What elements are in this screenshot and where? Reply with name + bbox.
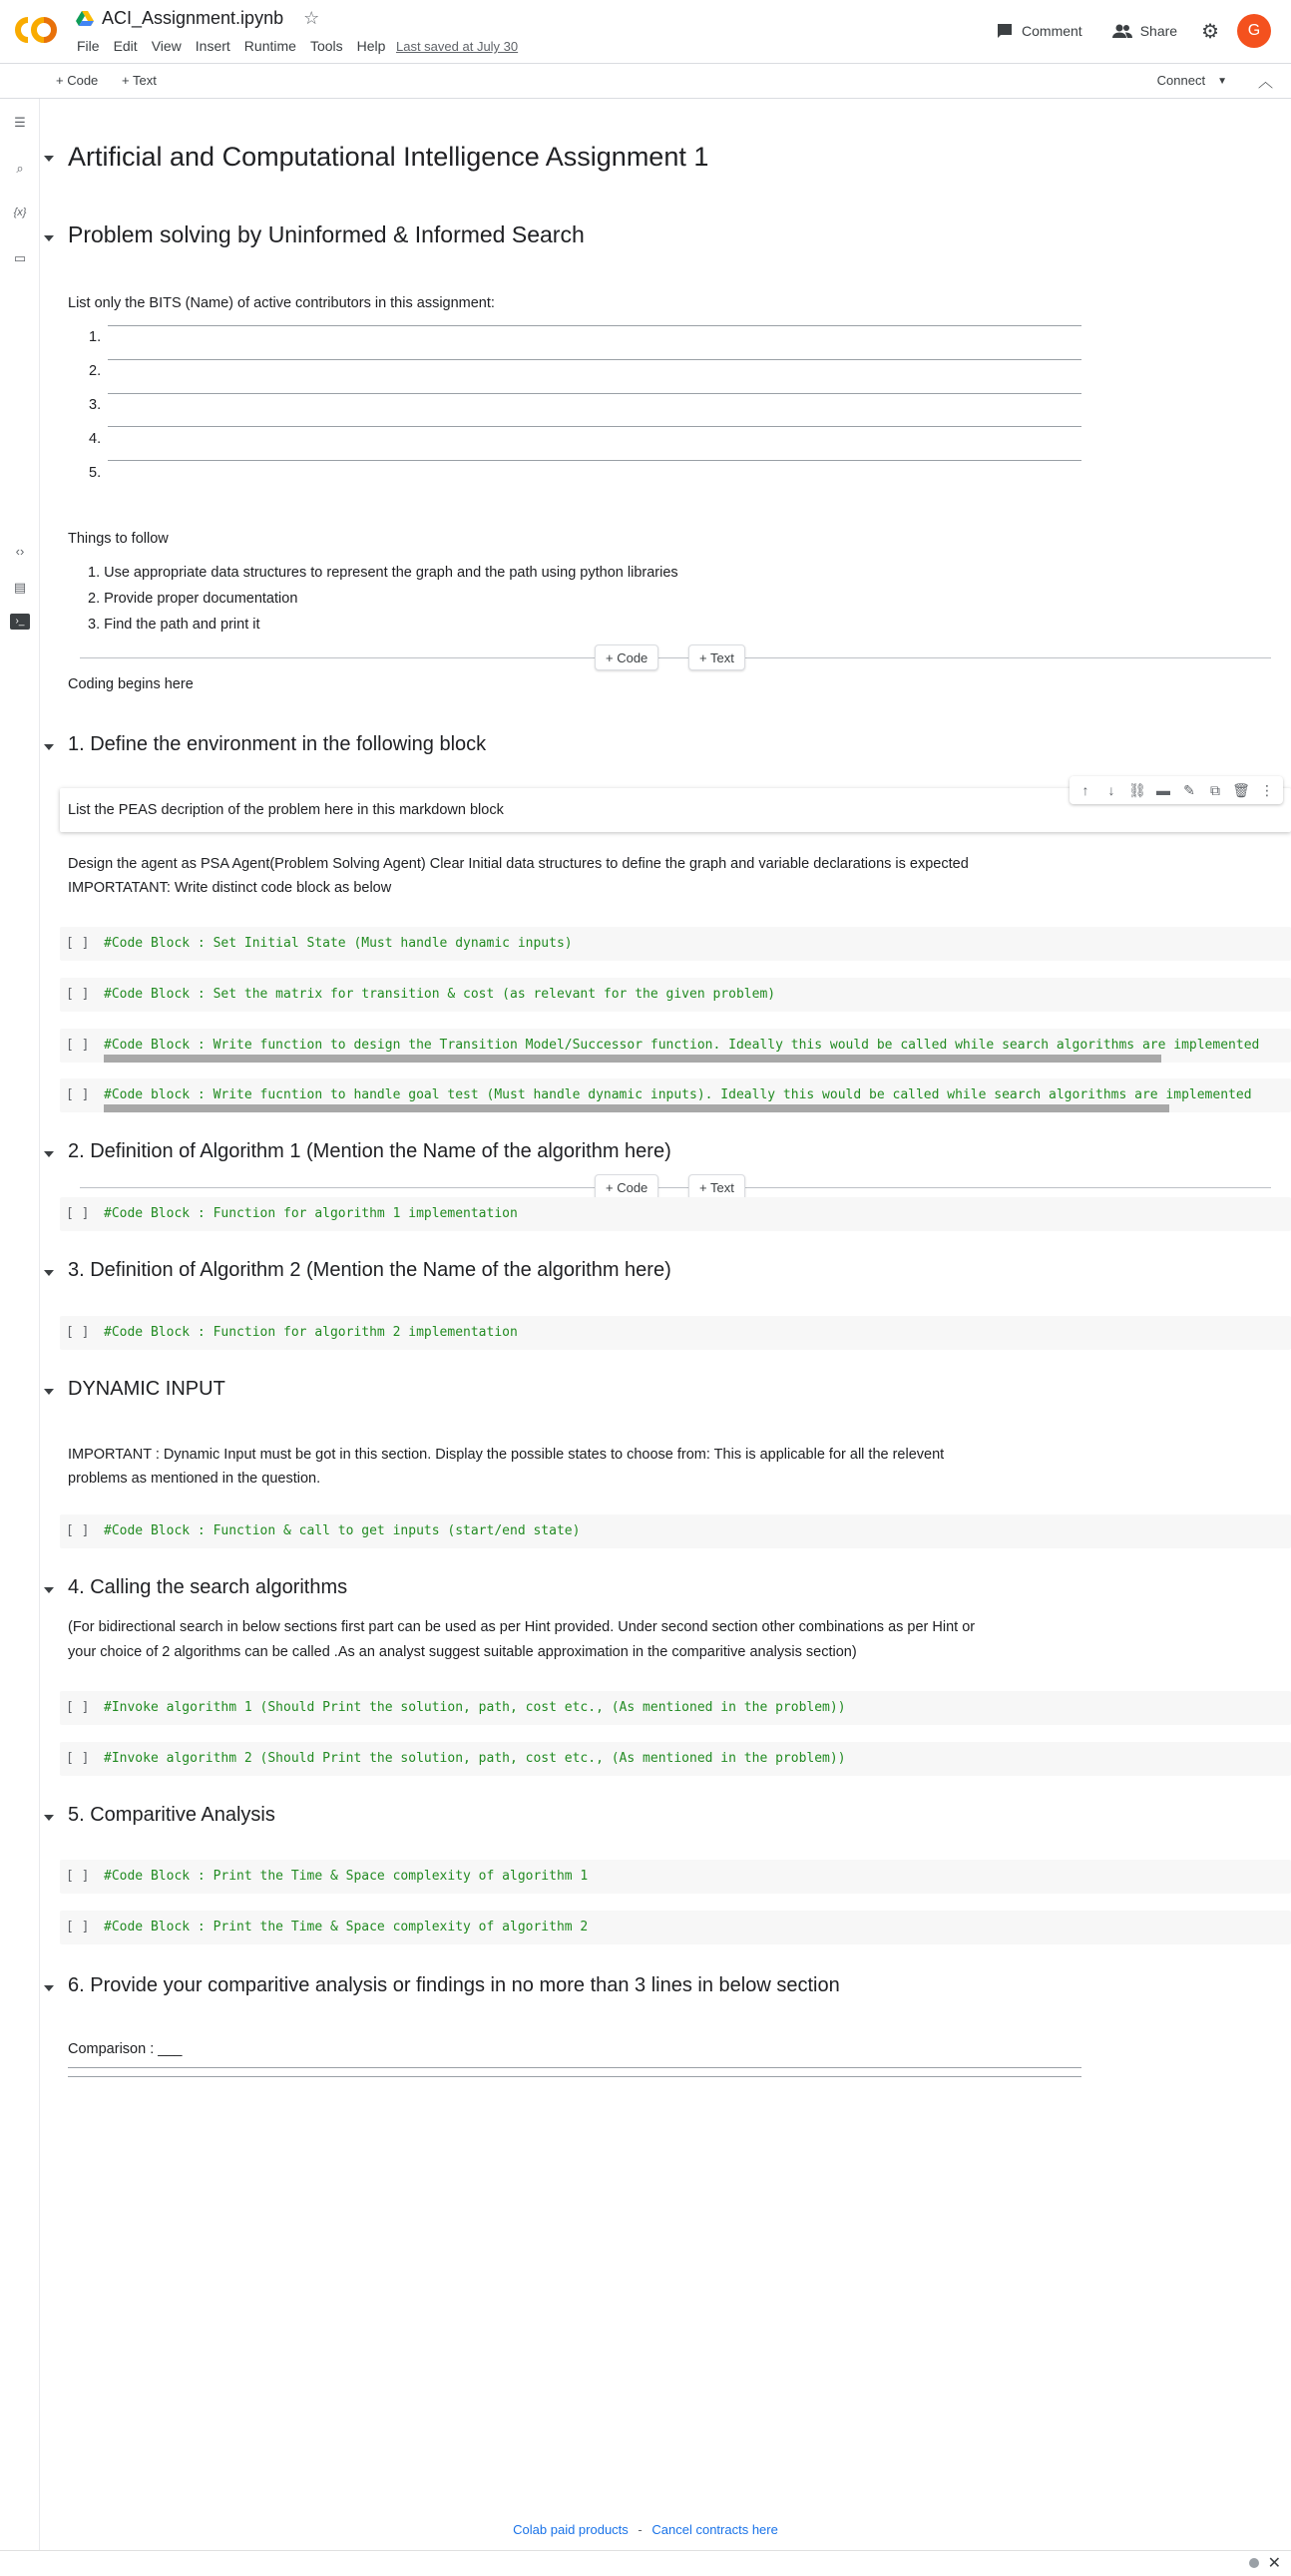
run-cell-button[interactable]: [ ] [66, 1751, 90, 1766]
notebook-body [40, 100, 1291, 2534]
important-text: IMPORTATANT: Write distinct code block as below [68, 880, 392, 896]
run-cell-button[interactable]: [ ] [66, 1206, 90, 1221]
notebook-toolbar [0, 65, 1291, 99]
variables-icon[interactable]: {x} [13, 207, 27, 218]
comment-button[interactable] [990, 16, 1088, 46]
code-text[interactable]: #Code Block : Set the matrix for transition & cost (as relevant for the given problem) [104, 987, 776, 1002]
section-heading: Problem solving by Uninformed & Informed Search [68, 221, 585, 247]
delete-icon[interactable]: 🗑 [1232, 781, 1250, 798]
contributor-number: 3. [89, 397, 102, 413]
run-cell-button[interactable]: [ ] [66, 1087, 90, 1102]
comment-icon [996, 22, 1014, 40]
run-cell-button[interactable]: [ ] [66, 987, 90, 1002]
menu-edit[interactable]: Edit [113, 38, 138, 54]
add-cell-divider [80, 1187, 1271, 1188]
add-cell-divider [80, 657, 1271, 658]
section-description: your choice of 2 algorithms can be called .As an analyst suggest suitable approximation in the comparitive analysis section) [68, 1644, 857, 1660]
folder-icon[interactable]: ▭ [13, 250, 27, 265]
horizontal-scrollbar[interactable] [104, 1104, 1169, 1112]
selected-markdown-cell[interactable] [60, 781, 1291, 832]
collapse-section-icon[interactable] [44, 1151, 54, 1157]
run-cell-button[interactable]: [ ] [66, 1869, 90, 1884]
status-bar [0, 2550, 1291, 2576]
peas-text: List the PEAS decription of the problem here in this markdown block [68, 802, 504, 818]
add-code-button[interactable]: + Code [56, 73, 99, 88]
star-icon[interactable]: ☆ [303, 8, 320, 28]
section-heading: 6. Provide your comparitive analysis or findings in no more than 3 lines in below section [68, 1974, 840, 1996]
code-cell[interactable] [60, 1742, 1291, 1776]
code-cell[interactable] [60, 1197, 1291, 1231]
last-saved-link[interactable]: Last saved at July 30 [396, 39, 519, 54]
collapse-section-icon[interactable] [44, 156, 54, 162]
code-cell[interactable] [60, 1029, 1291, 1063]
divider [68, 2067, 1081, 2068]
collapse-section-icon[interactable] [44, 744, 54, 750]
menu-tools[interactable]: Tools [309, 38, 343, 54]
link-icon[interactable]: ⛓ [1128, 781, 1146, 798]
people-icon [1112, 23, 1132, 39]
contributor-number: 1. [89, 329, 102, 345]
collapse-section-icon[interactable] [44, 1985, 54, 1991]
section-heading: 5. Comparitive Analysis [68, 1804, 275, 1826]
dynamic-input-text: IMPORTANT : Dynamic Input must be got in this section. Display the possible states to choose from: This is applicable for all the relevent [68, 1447, 945, 1463]
code-text[interactable]: #Code Block : Write function to design the Transition Model/Successor function. Ideally this would be called while search algorithms are implemented [104, 1038, 1260, 1053]
code-cell[interactable] [60, 978, 1291, 1012]
comment-icon[interactable]: ▬ [1156, 782, 1170, 798]
cell-toolbar [1070, 776, 1283, 804]
connect-button[interactable] [1157, 73, 1227, 91]
list-item: 1. Use appropriate data structures to represent the graph and the path using python libraries [88, 565, 678, 581]
horizontal-scrollbar[interactable] [104, 1055, 1161, 1063]
code-cell[interactable] [60, 927, 1291, 961]
command-palette-icon[interactable]: ▤ [13, 580, 27, 595]
cancel-contracts-link[interactable]: Cancel contracts here [651, 2522, 778, 2537]
table-of-contents-icon[interactable]: ☰ [14, 115, 26, 130]
things-title: Things to follow [68, 531, 169, 547]
design-text: Design the agent as PSA Agent(Problem Solving Agent) Clear Initial data structures to define the graph and variable declarations is expected [68, 856, 969, 872]
collapse-section-icon[interactable] [44, 235, 54, 241]
divider [108, 325, 1081, 326]
add-text-button[interactable]: + Text [122, 73, 157, 88]
code-text[interactable]: #Invoke algorithm 2 (Should Print the solution, path, cost etc., (As mentioned in the problem)) [104, 1751, 846, 1766]
colab-logo-icon[interactable] [14, 16, 58, 44]
divider [108, 393, 1081, 394]
section-heading: DYNAMIC INPUT [68, 1378, 225, 1400]
move-down-icon[interactable]: ↓ [1107, 782, 1115, 798]
code-snippets-icon[interactable]: ‹› [15, 544, 25, 559]
menu-runtime[interactable]: Runtime [243, 38, 296, 54]
code-text[interactable]: #Code Block : Function for algorithm 1 implementation [104, 1206, 518, 1221]
menu-bar [70, 38, 392, 54]
section-heading: 2. Definition of Algorithm 1 (Mention the Name of the algorithm here) [68, 1140, 671, 1162]
share-label: Share [1139, 23, 1178, 39]
status-dot-icon [1249, 2558, 1259, 2568]
code-cell[interactable] [60, 1078, 1291, 1112]
notebook-title[interactable]: ACI_Assignment.ipynb [102, 8, 284, 28]
left-sidebar [0, 99, 40, 2553]
move-up-icon[interactable]: ↑ [1081, 782, 1089, 798]
collapse-section-icon[interactable] [44, 1815, 54, 1821]
code-text[interactable]: #Code Block : Print the Time & Space complexity of algorithm 2 [104, 1920, 589, 1934]
chevron-down-icon[interactable]: ▼ [1217, 76, 1227, 87]
list-item: 3. Find the path and print it [88, 617, 260, 633]
run-cell-button[interactable]: [ ] [66, 1523, 90, 1538]
code-cell[interactable] [60, 1514, 1291, 1548]
run-cell-button[interactable]: [ ] [66, 936, 90, 951]
collapse-section-icon[interactable] [44, 1389, 54, 1395]
section-heading: 1. Define the environment in the following block [68, 733, 487, 755]
insert-text-button[interactable]: + Text [688, 644, 745, 670]
gear-icon[interactable]: ⚙ [1201, 20, 1219, 43]
run-cell-button[interactable]: [ ] [66, 1700, 90, 1715]
section-heading: 4. Calling the search algorithms [68, 1576, 348, 1598]
coding-begins-text: Coding begins here [68, 676, 194, 692]
divider [68, 2076, 1081, 2077]
menu-file[interactable]: File [77, 38, 100, 54]
divider [108, 460, 1081, 461]
insert-code-button[interactable]: + Code [595, 644, 658, 670]
insert-text-button[interactable]: + Text [688, 1174, 745, 1200]
close-icon[interactable]: ✕ [1267, 2555, 1281, 2572]
menu-view[interactable]: View [151, 38, 182, 54]
chevron-up-icon[interactable]: ︿ [1257, 74, 1273, 91]
run-cell-button[interactable]: [ ] [66, 1920, 90, 1934]
paid-products-link[interactable]: Colab paid products [513, 2522, 629, 2537]
contributor-number: 5. [89, 465, 102, 481]
run-cell-button[interactable]: [ ] [66, 1325, 90, 1340]
share-button[interactable] [1106, 17, 1183, 45]
notebook-heading: Artificial and Computational Intelligence Assignment 1 [68, 142, 709, 172]
avatar[interactable]: G [1237, 14, 1271, 48]
app-header [0, 0, 1291, 64]
dynamic-input-text: problems as mentioned in the question. [68, 1471, 321, 1487]
mirror-cell-icon[interactable]: ⧉ [1210, 781, 1220, 798]
code-text[interactable]: #Code block : Write fucntion to handle goal test (Must handle dynamic inputs). Ideally this would be called while search algorithms are implemented [104, 1087, 1252, 1102]
collapse-section-icon[interactable] [44, 1587, 54, 1593]
comparison-text: Comparison : ___ [68, 2041, 183, 2057]
insert-code-button[interactable]: + Code [595, 1174, 658, 1200]
contributor-number: 4. [89, 431, 102, 447]
list-item: 2. Provide proper documentation [88, 591, 298, 607]
section-heading: 3. Definition of Algorithm 2 (Mention the Name of the algorithm here) [68, 1259, 671, 1281]
divider [108, 359, 1081, 360]
search-icon[interactable]: ⌕ [16, 161, 24, 176]
code-text[interactable]: #Code Block : Function for algorithm 2 implementation [104, 1325, 518, 1340]
terminal-icon[interactable]: ›_ [10, 614, 30, 630]
code-cell[interactable] [60, 1860, 1291, 1894]
code-text[interactable]: #Invoke algorithm 1 (Should Print the solution, path, cost etc., (As mentioned in the problem)) [104, 1700, 846, 1715]
connect-label: Connect [1156, 73, 1206, 88]
contributor-number: 2. [89, 363, 102, 379]
menu-insert[interactable]: Insert [195, 38, 230, 54]
google-drive-icon[interactable] [76, 11, 94, 27]
menu-help[interactable]: Help [356, 38, 386, 54]
code-cell[interactable] [60, 1691, 1291, 1725]
contributors-label: List only the BITS (Name) of active contributors in this assignment: [68, 295, 495, 311]
code-text[interactable]: #Code Block : Set Initial State (Must handle dynamic inputs) [104, 936, 573, 951]
footer-separator: - [638, 2522, 643, 2537]
edit-icon[interactable]: ✎ [1183, 781, 1195, 798]
divider [108, 426, 1081, 427]
more-options-icon[interactable]: ⋮ [1260, 781, 1274, 798]
run-cell-button[interactable]: [ ] [66, 1038, 90, 1053]
code-cell[interactable] [60, 1316, 1291, 1350]
code-text[interactable]: #Code Block : Print the Time & Space complexity of algorithm 1 [104, 1869, 589, 1884]
collapse-section-icon[interactable] [44, 1270, 54, 1276]
section-description: (For bidirectional search in below sections first part can be used as per Hint provided. Under second section other combinations as per Hint or [68, 1619, 976, 1635]
code-text[interactable]: #Code Block : Function & call to get inputs (start/end state) [104, 1523, 581, 1538]
code-cell[interactable] [60, 1911, 1291, 1944]
footer [0, 2522, 1291, 2537]
comment-label: Comment [1022, 23, 1082, 39]
